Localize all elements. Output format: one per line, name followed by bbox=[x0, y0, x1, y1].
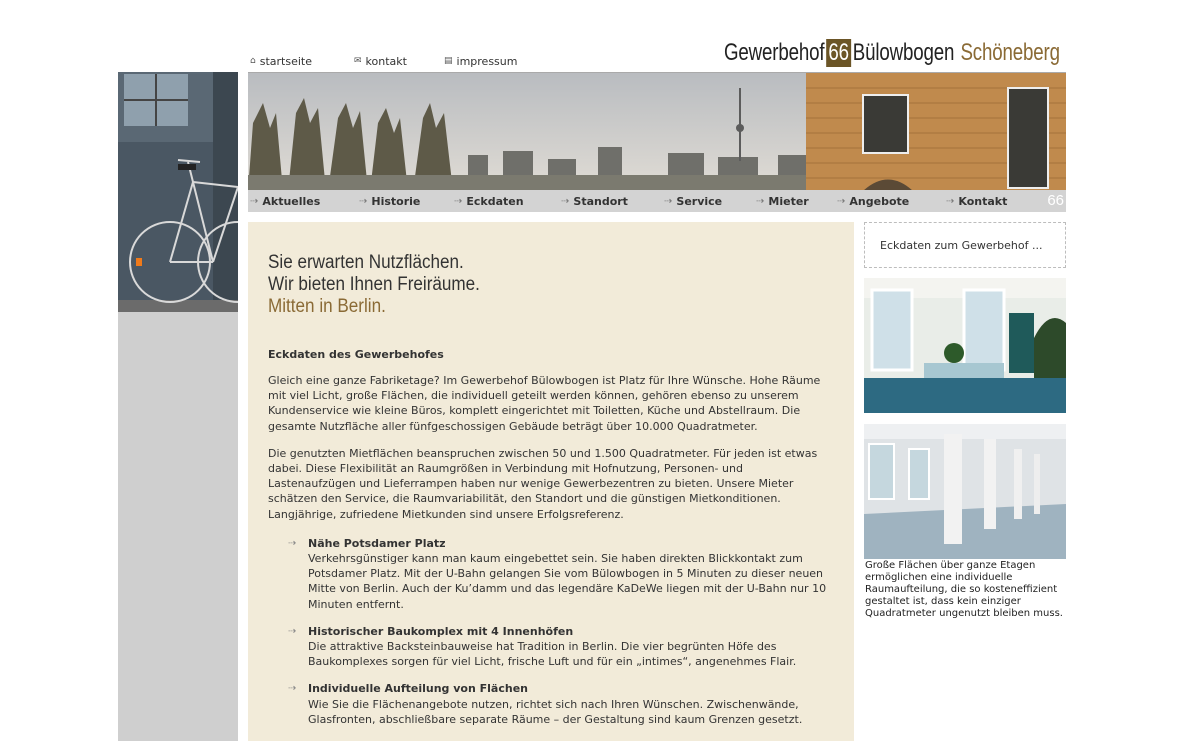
toplink-label: kontakt bbox=[365, 54, 407, 68]
toplink-label: startseite bbox=[259, 54, 312, 68]
toplink-label: impressum bbox=[456, 54, 518, 68]
arrow-right-icon: ⇢ bbox=[250, 195, 259, 207]
toplink-startseite[interactable] bbox=[250, 54, 354, 68]
photo-caption: Große Flächen über ganze Etagen ermöglichen eine individuelle Raumaufteilung, die so kosteneffizient gestaltet ist, dass kein einziger Quadratmeter ungenutzt bleiben muss. bbox=[865, 560, 1063, 619]
nav-item-standort[interactable]: ⇢ Standort bbox=[561, 194, 628, 208]
office-photo bbox=[864, 278, 1066, 413]
paragraph: Die genutzten Mietflächen beanspruchen zwischen 50 und 1.500 Quadratmeter. Für jeden ist etwas dabei. Diese Flexibilität an Raumgrößen in Verbindung mit Hofnutzung, Personen- und Lastenaufzügen und Lieferrampen haben nur wenige Gewerbezentren zu bieten. Unsere Mieter schätzen den Service, die Raumvariabilität, den Standort und die günstigen Mietkonditionen. Langjährige, zufriedene Mietkunden sind unsere Erfolgsreferenz. bbox=[268, 446, 818, 521]
arrow-right-icon: ⇢ bbox=[664, 195, 673, 207]
document-icon: ▤ bbox=[444, 56, 453, 66]
list-item: ⇢ Individuelle Aufteilung von Flächen Wie Sie die Flächenangebote nutzen, richtet sich nach Ihren Wünschen. Zwischenwände, Glasfronten, abschließbare separate Räume – der Gestaltung sind kaum Grenzen gesetzt. bbox=[288, 682, 803, 726]
arrow-right-icon: ⇢ bbox=[454, 195, 463, 207]
nav-badge-66: 66 bbox=[1047, 192, 1064, 209]
mail-icon: ✉ bbox=[354, 56, 362, 66]
arrow-right-icon: ⇢ bbox=[946, 195, 955, 207]
arrow-right-icon: ⇢ bbox=[288, 683, 297, 695]
nav-item-historie[interactable]: ⇢ Historie bbox=[359, 194, 421, 208]
nav-item-service[interactable]: ⇢ Service bbox=[664, 194, 723, 208]
toplink-impressum[interactable] bbox=[444, 54, 544, 68]
arrow-right-icon: ⇢ bbox=[288, 537, 297, 549]
section-title: Eckdaten des Gewerbehofes bbox=[268, 348, 444, 361]
arrow-right-icon: ⇢ bbox=[837, 195, 846, 207]
paragraph: Gleich eine ganze Fabriketage? Im Gewerbehof Bülowbogen ist Platz für Ihre Wünsche. Hohe Räume mit viel Licht, große Flächen, die individuell geteilt werden können, gehören ebenso zu unserem Kundenservice wie kleine Büros, komplett eingerichtet mit Toiletten, Küche und Abstellraum. Die gesamte Nutzfläche aller fünfgeschossigen Gebäude beträgt über 10.000 Quadratmeter. bbox=[268, 374, 821, 433]
header-banner-photo bbox=[248, 72, 1066, 190]
list-item: ⇢ Nähe Potsdamer Platz Verkehrsgünstiger kann man kaum eingebettet sein. Sie haben direkten Blickkontakt zum Potsdamer Platz. Mit der U-Bahn gelangen Sie vom Bülowbogen in 5 Minuten zu dieser neuen Mitte von Berlin. Auch der Ku’damm und das legendäre KaDeWe liegen mit der U-Bahn nur 10 Minuten entfernt. bbox=[288, 536, 827, 611]
headline: Sie erwarten Nutzflächen. Wir bieten Ihnen Freiräume. Mitten in Berlin. bbox=[268, 252, 480, 317]
nav-item-angebote[interactable]: ⇢ Angebote bbox=[837, 194, 910, 208]
site-logo[interactable]: Gewerbehof 66 Bülowbogen Schöneberg bbox=[724, 39, 1060, 66]
arrow-right-icon: ⇢ bbox=[756, 195, 765, 207]
main-navigation bbox=[248, 190, 1066, 212]
nav-item-mieter[interactable]: ⇢ Mieter bbox=[756, 194, 809, 208]
bicycle-photo bbox=[118, 72, 238, 312]
arrow-right-icon: ⇢ bbox=[359, 195, 368, 207]
eckdaten-link-box[interactable]: Eckdaten zum Gewerbehof ... bbox=[864, 222, 1066, 268]
arrow-right-icon: ⇢ bbox=[288, 625, 297, 637]
nav-item-eckdaten[interactable]: ⇢ Eckdaten bbox=[454, 194, 524, 208]
feature-list bbox=[288, 536, 834, 727]
empty-floor-photo bbox=[864, 424, 1066, 559]
toplink-kontakt[interactable] bbox=[354, 54, 444, 68]
arrow-right-icon: ⇢ bbox=[561, 195, 570, 207]
nav-item-aktuelles[interactable]: ⇢ Aktuelles bbox=[250, 194, 321, 208]
top-links bbox=[250, 54, 544, 68]
main-content bbox=[248, 222, 854, 741]
nav-item-kontakt[interactable]: ⇢ Kontakt bbox=[946, 194, 1008, 208]
list-item: ⇢ Historischer Baukomplex mit 4 Innenhöfen Die attraktive Backsteinbauweise hat Tradition in Berlin. Die vier begrünten Höfe des Baukomplexes sorgen für viel Licht, frische Luft und für ein „intimes“, angenehmes Flair. bbox=[288, 624, 797, 669]
home-icon: ⌂ bbox=[250, 56, 256, 66]
